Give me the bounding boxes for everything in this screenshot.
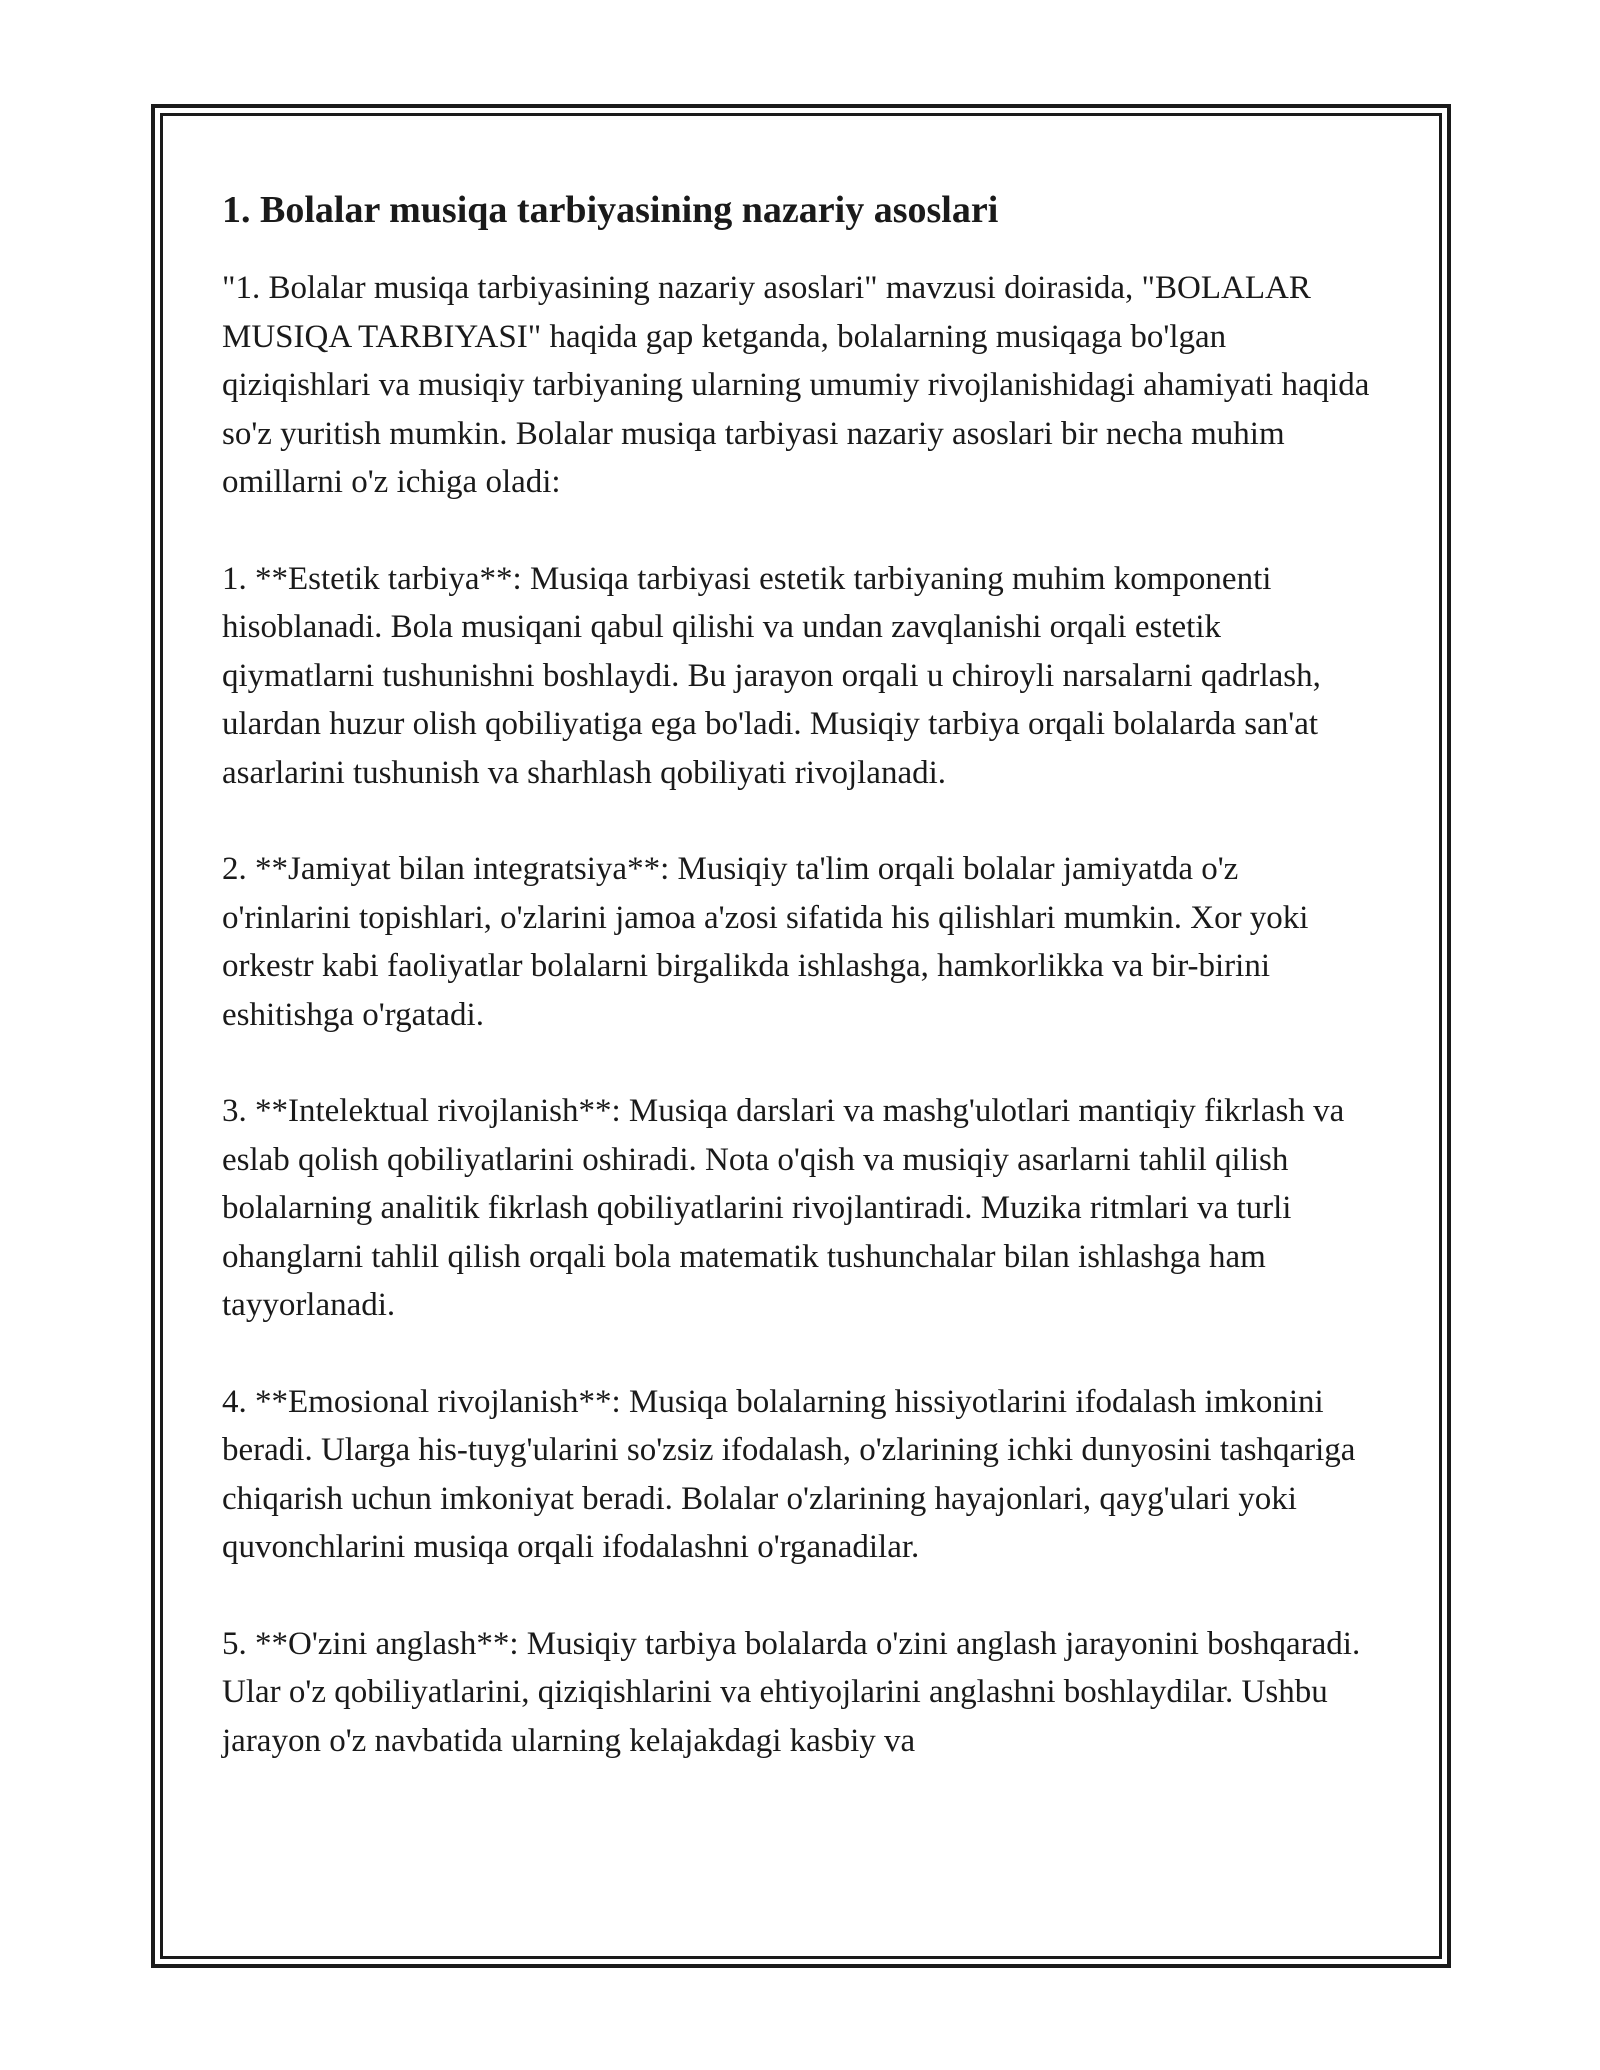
document-body bbox=[222, 186, 1372, 1765]
intro-paragraph: "1. Bolalar musiqa tarbiyasining nazariy asoslari" mavzusi doirasida, "BOLALAR MUSIQA TARBIYASI" haqida gap ketganda, bolalarning musiqaga bo'lgan qiziqishlari va musiqiy tarbiyaning ularning umumiy rivojlanishidagi ahamiyati haqida so'z yuritish mumkin. Bolalar musiqa tarbiyasi nazariy asoslari bir necha muhim omillarni o'z ichiga oladi: bbox=[222, 270, 1370, 500]
paragraph-jamiyat-integratsiya: 2. **Jamiyat bilan integratsiya**: Musiqiy ta'lim orqali bolalar jamiyatda o'z o'rinlarini topishlari, o'zlarini jamoa a'zosi sifatida his qilishlari mumkin. Xor yoki orkestr kabi faoliyatlar bolalarni birgalikda ishlashga, hamkorlikka va bir-birini eshitishga o'rgatadi. bbox=[222, 851, 1309, 1033]
paragraph-ozini-anglash: 5. **O'zini anglash**: Musiqiy tarbiya bolalarda o'zini anglash jarayonini boshqaradi. Ular o'z qobiliyatlarini, qiziqishlarini va ehtiyojlarini anglashni boshlaydilar. Ushbu jarayon o'z navbatida ularning kelajakdagi kasbiy va bbox=[222, 1625, 1361, 1759]
document-title: 1. Bolalar musiqa tarbiyasining nazariy asoslari bbox=[222, 189, 999, 231]
paragraph-emosional-rivojlanish: 4. **Emosional rivojlanish**: Musiqa bolalarning hissiyotlarini ifodalash imkonini beradi. Ularga his-tuyg'ularini so'zsiz ifodalash, o'zlarining ichki dunyosini tashqariga chiqarish uchun imkoniyat beradi. Bolalar o'zlarining hayajonlari, qayg'ulari yoki quvonchlarini musiqa orqali ifodalashni o'rganadilar. bbox=[222, 1383, 1356, 1565]
paragraph-estetik-tarbiya: 1. **Estetik tarbiya**: Musiqa tarbiyasi estetik tarbiyaning muhim komponenti hisoblanadi. Bola musiqani qabul qilishi va undan zavqlanishi orqali estetik qiymatlarni tushunishni boshlaydi. Bu jarayon orqali u chiroyli narsalarni qadrlash, ulardan huzur olish qobiliyatiga ega bo'ladi. Musiqiy tarbiya orqali bolalarda san'at asarlarini tushunish va sharhlash qobiliyati rivojlanadi. bbox=[222, 560, 1321, 791]
paragraph-intelektual-rivojlanish: 3. **Intelektual rivojlanish**: Musiqa darslari va mashg'ulotlari mantiqiy fikrlash va eslab qolish qobiliyatlarini oshiradi. Nota o'qish va musiqiy asarlarni tahlil qilish bolalarning analitik fikrlash qobiliyatlarini rivojlantiradi. Muzika ritmlari va turli ohanglarni tahlil qilish orqali bola matematik tushunchalar bilan ishlashga ham tayyorlanadi. bbox=[222, 1093, 1345, 1323]
